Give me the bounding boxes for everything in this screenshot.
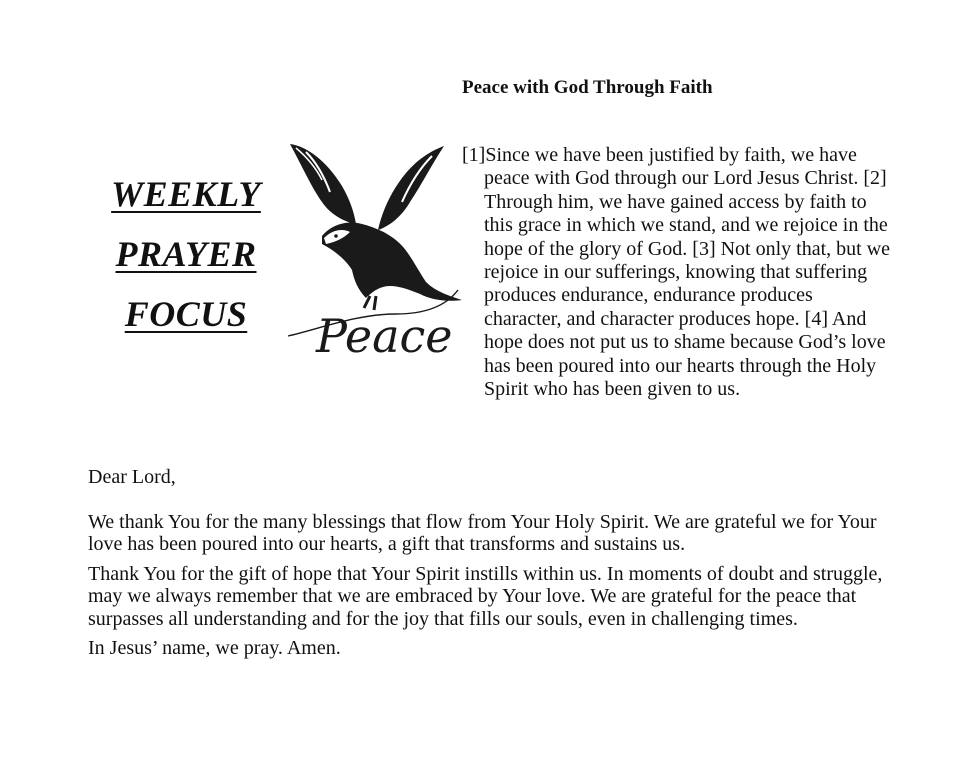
scripture-title: Peace with God Through Faith [462, 77, 713, 98]
prayer-paragraph: We thank You for the many blessings that flow from Your Holy Spirit. We are grateful we for Your love has been poured into our hearts, a gift that transforms and sustains us. [88, 510, 877, 555]
prayer-closing: In Jesus’ name, we pray. Amen. [88, 637, 341, 659]
prayer-salutation: Dear Lord, [88, 466, 176, 488]
prayer-paragraph: Thank You for the gift of hope that Your Spirit instills within us. In moments of doubt and struggle, may we always remember that we are embraced by Your love. We are grateful for the peace that surpasses all understanding and for the joy that fills our souls, even in challenging times. [88, 562, 883, 630]
weekly-prayer-focus-title [88, 164, 284, 344]
title-line-prayer: PRAYER [115, 234, 257, 274]
prayer-body [88, 466, 898, 667]
title-line-weekly: WEEKLY [111, 174, 261, 214]
scripture-passage: [1]Since we have been justified by faith, we have peace with God through our Lord Jesus Christ. [2] Through him, we have gained access by faith to this grace in which we stand, and we rejoice in the hope of the glory of God. [3] Not only that, but we rejoice in our sufferings, knowing that suffering produces endurance, endurance produces character, and character produces hope. [4] And hope does not put us to shame because God’s love has been poured into our hearts through the Holy Spirit who has been given to us. [462, 144, 891, 401]
peace-script-word: Peace [316, 309, 453, 363]
peace-dove-artwork [286, 140, 462, 365]
dove-icon [286, 140, 462, 365]
title-line-focus: FOCUS [124, 294, 248, 334]
